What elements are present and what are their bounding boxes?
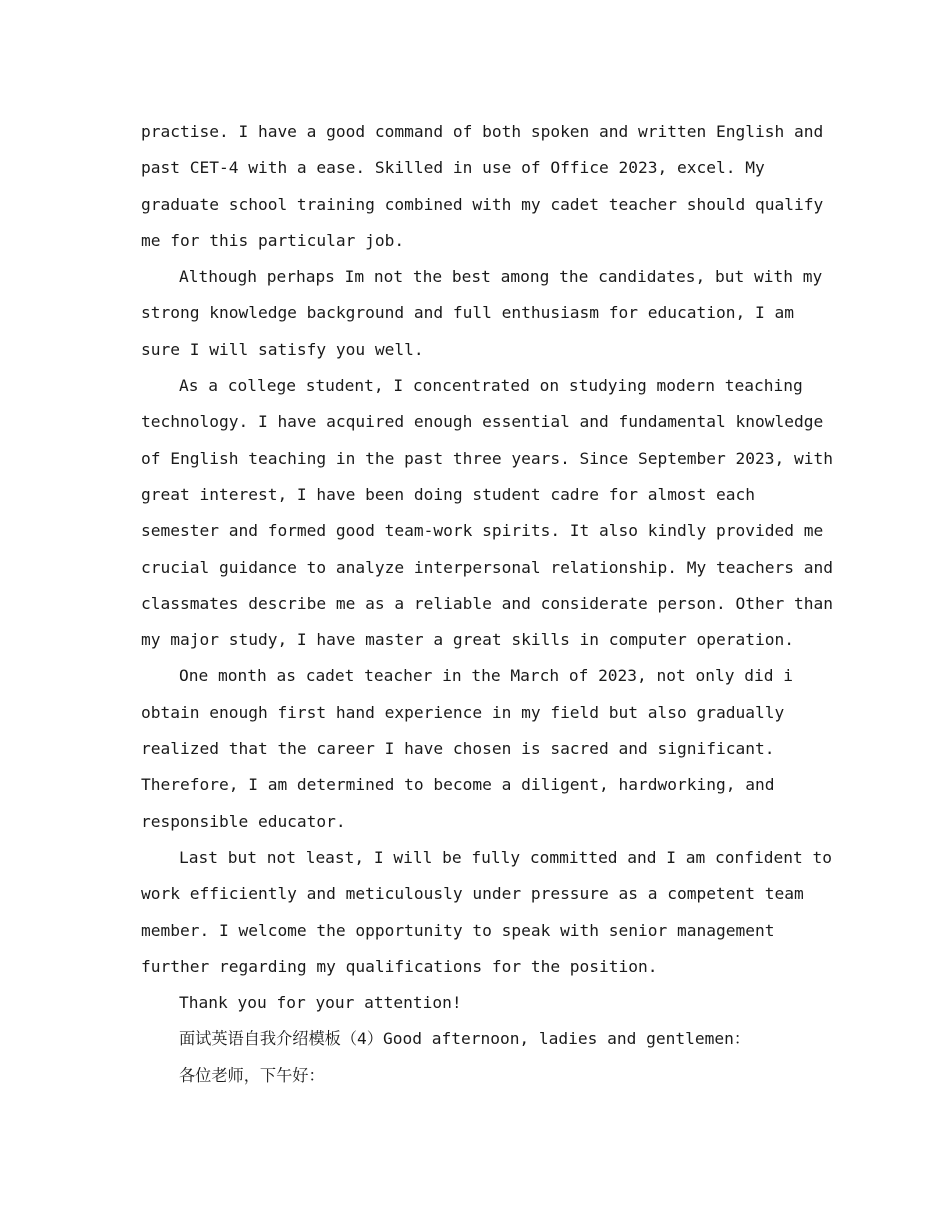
greeting-line: 各位老师，下午好： [179,1065,325,1085]
text-line: realized that the career I have chosen is sacred and significant. [141,739,775,759]
text-line: further regarding my qualifications for the position. [141,956,658,976]
paragraph-start-line: Last but not least, I will be fully committed and I am confident to [179,847,832,867]
text-line: semester and formed good team-work spirits. It also kindly provided me [141,521,824,541]
text-line: classmates describe me as a reliable and considerate person. Other than [141,593,833,613]
text-line: my major study, I have master a great skills in computer operation. [141,630,794,650]
text-line: past CET-4 with a ease. Skilled in use of Office 2023, excel. My [141,158,765,178]
closing-line: Thank you for your attention! [179,993,462,1013]
text-line: obtain enough first hand experience in my field but also gradually [141,702,785,722]
document-body [141,114,833,1094]
text-line: of English teaching in the past three years. Since September 2023, with [141,448,833,468]
text-line: practise. I have a good command of both spoken and written English and [141,122,824,141]
section-heading-line: 面试英语自我介绍模板（4）Good afternoon, ladies and gentlemen： [179,1029,751,1049]
text-line: crucial guidance to analyze interpersonal relationship. My teachers and [141,557,833,577]
text-line: technology. I have acquired enough essential and fundamental knowledge [141,412,824,432]
text-line: me for this particular job. [141,230,405,250]
text-line: sure I will satisfy you well. [141,339,424,359]
text-line: Therefore, I am determined to become a diligent, hardworking, and [141,775,775,795]
text-line: graduate school training combined with my cadet teacher should qualify [141,194,824,214]
paragraph-start-line: Although perhaps Im not the best among the candidates, but with my [179,267,823,287]
text-line: responsible educator. [141,811,346,831]
text-line: work efficiently and meticulously under pressure as a competent team [141,884,804,904]
text-line: strong knowledge background and full enthusiasm for education, I am [141,303,794,323]
text-line: member. I welcome the opportunity to speak with senior management [141,920,775,940]
paragraph-start-line: One month as cadet teacher in the March of 2023, not only did i [179,666,793,686]
paragraph-start-line: As a college student, I concentrated on studying modern teaching [179,376,803,396]
text-line: great interest, I have been doing student cadre for almost each [141,484,755,504]
